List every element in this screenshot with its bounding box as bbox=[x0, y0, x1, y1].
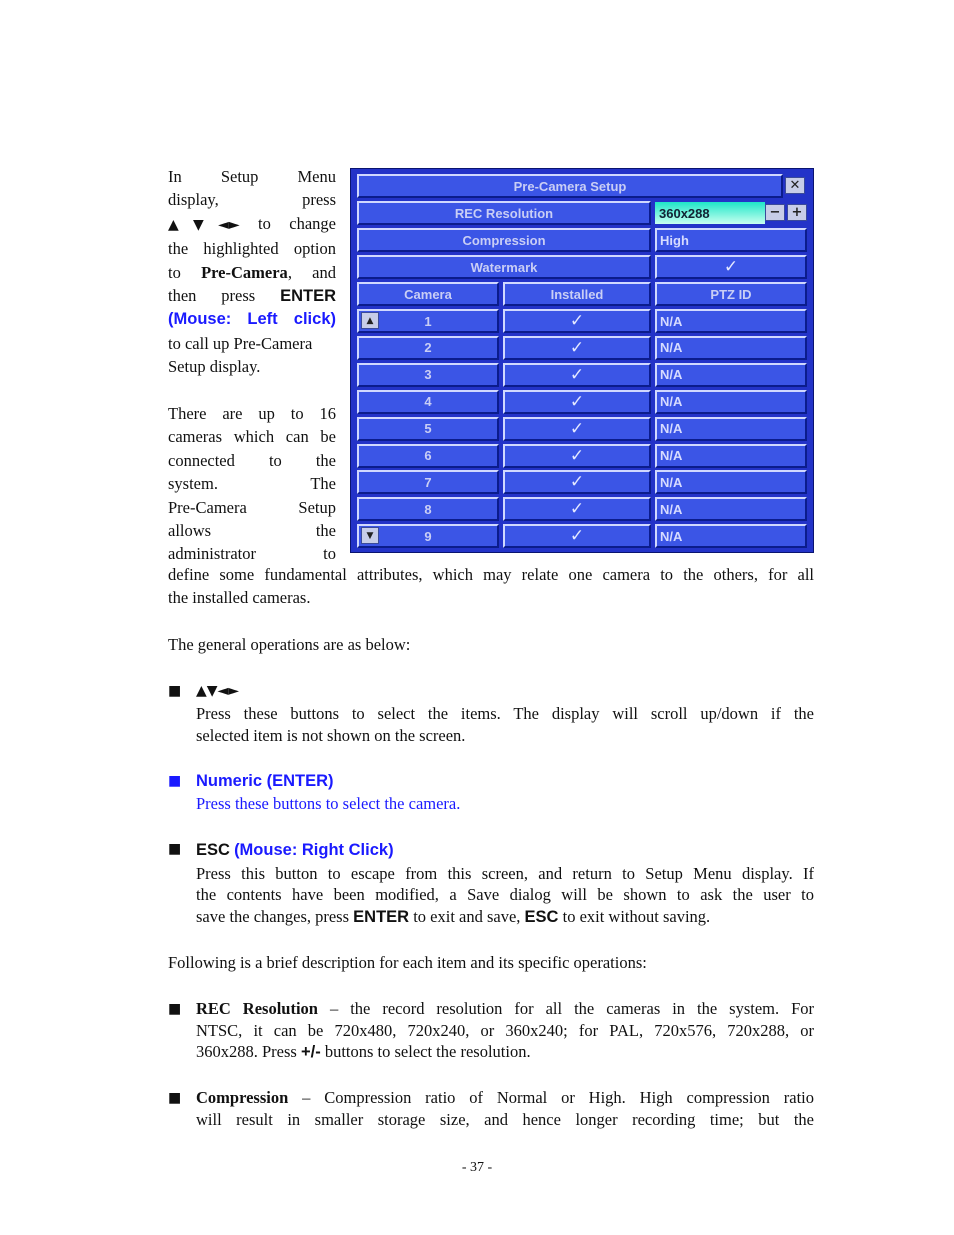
ptz-id-cell[interactable]: N/A bbox=[655, 524, 807, 548]
installed-check-cell[interactable]: ✓ bbox=[503, 417, 651, 441]
installed-check-cell[interactable]: ✓ bbox=[503, 444, 651, 468]
installed-check-cell[interactable]: ✓ bbox=[503, 336, 651, 360]
bullet-numeric-enter bbox=[168, 770, 814, 815]
page-number: - 37 - bbox=[461, 1160, 493, 1175]
camera-number-cell[interactable]: 5 bbox=[357, 417, 499, 441]
installed-check-cell[interactable]: ✓ bbox=[503, 309, 651, 333]
bullet-text: NTSC, it can be 720x480, 720x240, or 360x240; for PAL, 720x576, 720x288, or bbox=[196, 1020, 814, 1040]
bullet-title: ▲▼◄► bbox=[196, 683, 240, 699]
bullet-title bbox=[196, 838, 814, 862]
intro-line: display, press bbox=[168, 190, 336, 210]
camera-number-cell[interactable]: 1 bbox=[357, 309, 499, 333]
ptz-id-cell[interactable]: N/A bbox=[655, 417, 807, 441]
intro-line: allows the bbox=[168, 521, 336, 541]
main-text bbox=[168, 563, 814, 1130]
bullet-icon: ■ bbox=[168, 683, 182, 699]
compression-label: Compression bbox=[357, 228, 651, 252]
intro-line bbox=[168, 261, 336, 284]
bullet-arrow-keys bbox=[168, 680, 814, 746]
text-run: buttons to select the resolution. bbox=[324, 1042, 531, 1062]
ptz-id-cell[interactable]: N/A bbox=[655, 390, 807, 414]
intro-column bbox=[168, 165, 336, 566]
esc-key: ESC bbox=[524, 907, 559, 926]
bullet-text: selected item is not shown on the screen. bbox=[196, 725, 466, 745]
arrow-keys: ▲▼◄► bbox=[168, 216, 240, 233]
installed-check-cell[interactable]: ✓ bbox=[503, 470, 651, 494]
body-line: define some fundamental attributes, which may relate one camera to the others, for all bbox=[168, 565, 814, 584]
bullet-icon: ■ bbox=[168, 1090, 182, 1107]
plus-button[interactable]: + bbox=[787, 204, 807, 221]
scroll-down-icon[interactable]: ▼ bbox=[361, 527, 379, 544]
intro-line: There are up to 16 bbox=[168, 404, 336, 424]
ptz-id-cell[interactable]: N/A bbox=[655, 497, 807, 521]
text-run: save the changes, press bbox=[196, 906, 350, 926]
intro-line: to call up Pre-Camera bbox=[168, 333, 313, 353]
osd-title: Pre-Camera Setup bbox=[357, 174, 783, 198]
bullet-text: Press these buttons to select the camera. bbox=[196, 794, 461, 814]
description-intro: Following is a brief description for each item and its specific operations: bbox=[168, 953, 647, 973]
camera-number-cell[interactable]: 7 bbox=[357, 470, 499, 494]
body-line: the installed cameras. bbox=[168, 588, 311, 608]
bullet-icon: ■ bbox=[168, 1001, 182, 1018]
intro-text: to bbox=[168, 262, 181, 282]
intro-line bbox=[168, 284, 336, 308]
column-header-installed: Installed bbox=[503, 282, 651, 306]
pre-camera-term: Pre-Camera bbox=[201, 262, 288, 282]
pre-camera-setup-screenshot bbox=[350, 168, 814, 553]
intro-line: connected to the bbox=[168, 450, 336, 470]
mouse-left-click-hint: (Mouse: Left click) bbox=[168, 310, 336, 329]
ptz-id-cell[interactable]: N/A bbox=[655, 309, 807, 333]
rec-resolution-term: REC Resolution bbox=[196, 999, 318, 1019]
intro-line: Setup display. bbox=[168, 357, 261, 377]
intro-text: , and bbox=[287, 262, 336, 282]
installed-check-cell[interactable]: ✓ bbox=[503, 497, 651, 521]
camera-number-cell[interactable]: 2 bbox=[357, 336, 499, 360]
bullet-text: Press these buttons to select the items. The display will scroll up/down if the bbox=[196, 704, 814, 724]
intro-line: administrator to bbox=[168, 544, 336, 564]
close-icon[interactable]: ✕ bbox=[785, 177, 805, 194]
text-run: – Compression ratio of Normal or High. High compression ratio bbox=[288, 1088, 814, 1108]
camera-number-cell[interactable]: 3 bbox=[357, 363, 499, 387]
bullet-text bbox=[196, 998, 814, 1020]
bullet-text bbox=[196, 1041, 814, 1064]
intro-text: then press bbox=[168, 286, 256, 306]
bullet-compression bbox=[168, 1087, 814, 1130]
bullet-text: the contents have been modified, a Save dialog will be shown to ask the user to bbox=[196, 885, 814, 904]
text-run: to exit without saving. bbox=[562, 906, 711, 926]
rec-resolution-label: REC Resolution bbox=[357, 201, 651, 225]
bullet-text: will result in smaller storage size, and hence longer recording time; but the bbox=[196, 1109, 814, 1129]
installed-check-cell[interactable]: ✓ bbox=[503, 524, 651, 548]
compression-value[interactable]: High bbox=[655, 228, 807, 252]
column-header-camera: Camera bbox=[357, 282, 499, 306]
scroll-up-icon[interactable]: ▲ bbox=[361, 312, 379, 329]
camera-number-cell[interactable]: 4 bbox=[357, 390, 499, 414]
minus-button[interactable]: − bbox=[765, 204, 785, 221]
bullet-text: Press this button to escape from this screen, and return to Setup Menu display. If bbox=[196, 863, 814, 883]
intro-text: to change bbox=[258, 213, 336, 233]
intro-line: the highlighted option bbox=[168, 239, 336, 259]
watermark-label: Watermark bbox=[357, 255, 651, 279]
ptz-id-cell[interactable]: N/A bbox=[655, 444, 807, 468]
esc-key: ESC bbox=[196, 841, 230, 860]
enter-key: ENTER bbox=[353, 907, 410, 926]
installed-check-cell[interactable]: ✓ bbox=[503, 363, 651, 387]
general-operations-intro: The general operations are as below: bbox=[168, 635, 411, 655]
bullet-rec-resolution bbox=[168, 998, 814, 1064]
intro-line: system. The bbox=[168, 474, 336, 494]
intro-line: Pre-Camera Setup bbox=[168, 497, 336, 517]
camera-number-cell[interactable]: 6 bbox=[357, 444, 499, 468]
intro-line: cameras which can be bbox=[168, 427, 336, 447]
text-run: 360x288. Press bbox=[196, 1042, 297, 1062]
mouse-right-click-hint: (Mouse: Right Click) bbox=[234, 841, 394, 860]
text-run: to exit and save, bbox=[413, 906, 521, 926]
ptz-id-cell[interactable]: N/A bbox=[655, 336, 807, 360]
bullet-icon: ■ bbox=[168, 772, 182, 789]
plus-minus-key: +/- bbox=[300, 1043, 321, 1062]
ptz-id-cell[interactable]: N/A bbox=[655, 363, 807, 387]
watermark-value[interactable]: ✓ bbox=[655, 255, 807, 279]
enter-key: ENTER bbox=[280, 287, 336, 306]
bullet-title: Numeric (ENTER) bbox=[196, 771, 334, 790]
compression-term: Compression bbox=[196, 1088, 289, 1108]
bullet-icon: ■ bbox=[168, 841, 182, 858]
intro-line: In Setup Menu bbox=[168, 167, 336, 186]
intro-line bbox=[168, 212, 336, 237]
bullet-esc bbox=[168, 838, 814, 928]
camera-number-cell[interactable]: 8 bbox=[357, 497, 499, 521]
text-run: – the record resolution for all the cameras in the system. For bbox=[318, 999, 815, 1019]
column-header-ptz-id: PTZ ID bbox=[655, 282, 807, 306]
bullet-text bbox=[196, 1087, 814, 1109]
installed-check-cell[interactable]: ✓ bbox=[503, 390, 651, 414]
camera-number-cell[interactable]: 9 bbox=[357, 524, 499, 548]
rec-resolution-value[interactable]: 360x288 bbox=[655, 202, 765, 224]
bullet-text bbox=[196, 906, 814, 929]
ptz-id-cell[interactable]: N/A bbox=[655, 470, 807, 494]
